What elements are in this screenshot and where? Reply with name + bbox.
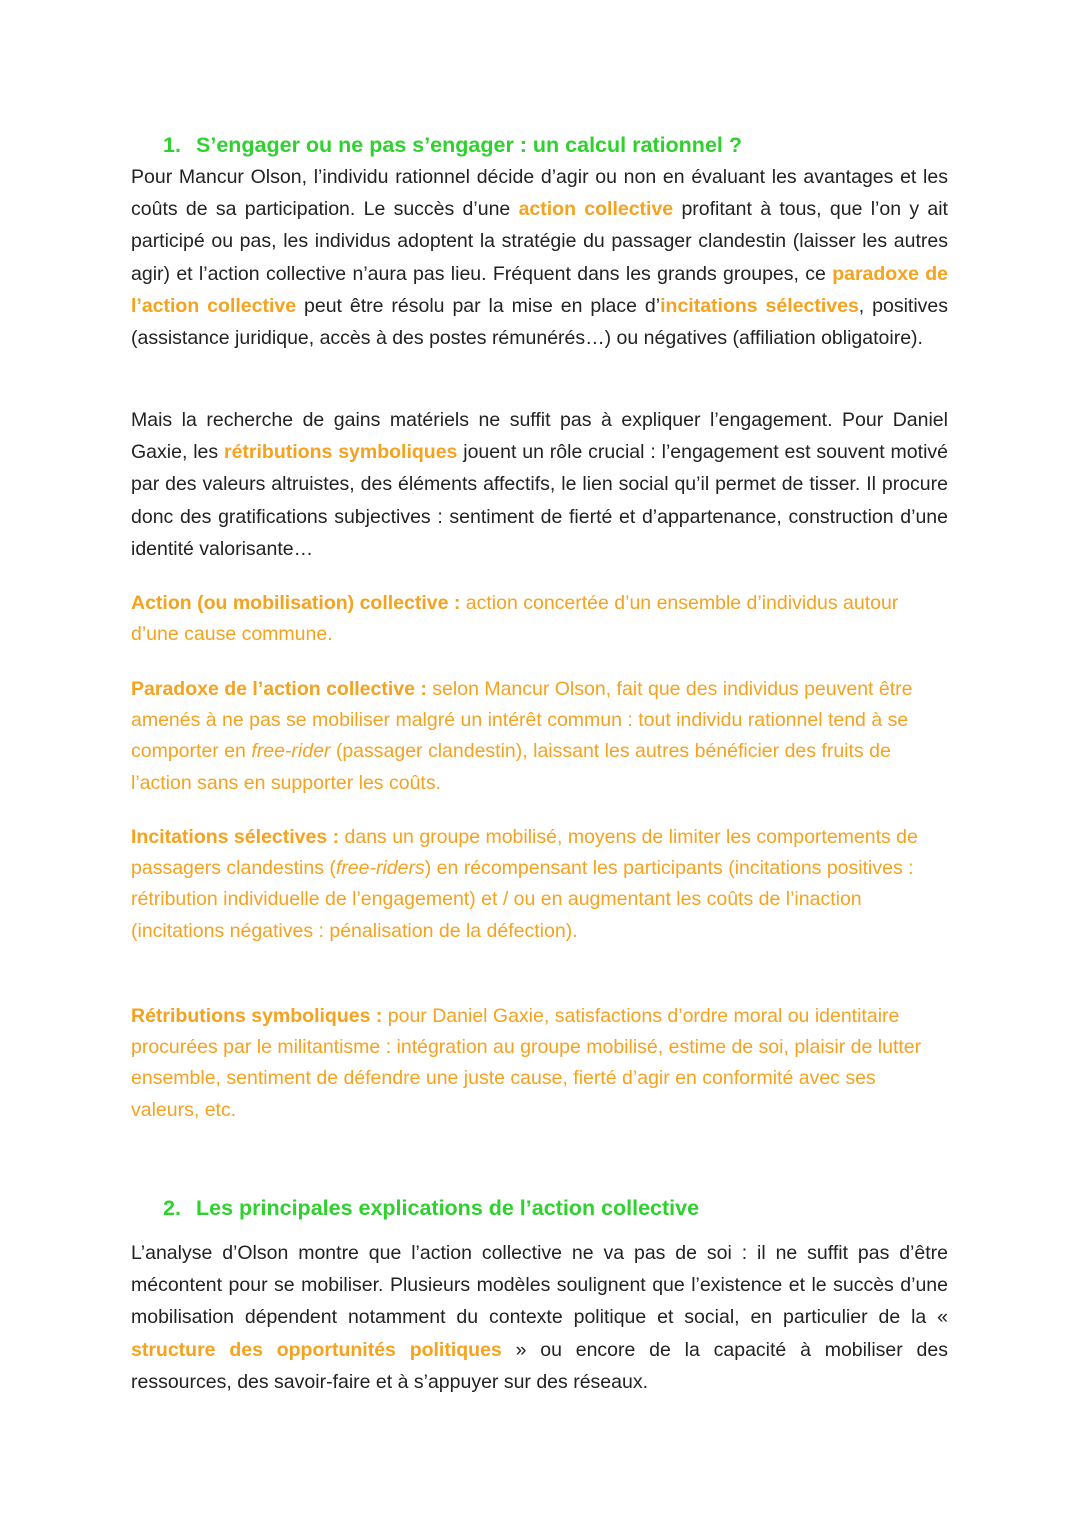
section-2 [131, 1193, 948, 1223]
definition-em: free-riders [335, 857, 425, 880]
text-run: L’analyse d’Olson montre que l’action collective ne va pas de soi : il ne suffit pas d’être mécontent pour se mobiliser. Plusieurs modèles soulignent que l’existence et le succès d’une mobilisation dépendent notamment du contexte politique et social, en particulier de la « [131, 1242, 948, 1329]
highlight-action-collective: action collective [518, 198, 674, 221]
text-run: jouent un rôle crucial : l’engagement est souvent motivé par des valeurs altruistes, des éléments affectifs, le lien social qu’il permet de tisser. Il procure donc des gratifications subjectives : sentiment de fierté et d’appartenance, construction d’une identité valorisante… [131, 441, 948, 560]
section-1-paragraph-2 [131, 404, 948, 565]
section-1-heading [131, 130, 948, 160]
section-2-paragraph-1 [131, 1237, 948, 1398]
text-run: profitant à tous, que l’on y ait participé ou pas, les individus adoptent la stratégie du passager clandestin (laisser les autres agir) et l’action collective n’aura pas lieu. Fréquent dans les grands groupes, ce [131, 198, 948, 285]
definition-text: dans un groupe mobilisé, moyens de limiter les comportements de passagers clandestins ( [131, 826, 918, 880]
section-2-number: 2. [163, 1196, 181, 1220]
section-1-title: S’engager ou ne pas s’engager : un calcul rationnel ? [196, 133, 742, 157]
text-run: » ou encore de la capacité à mobiliser des ressources, des savoir-faire et à s’appuyer sur des réseaux. [131, 1338, 948, 1393]
definition-paradoxe [131, 674, 946, 799]
highlight-retributions: rétributions symboliques [224, 441, 458, 464]
definition-term: Action (ou mobilisation) collective : [131, 592, 461, 614]
highlight-paradoxe: paradoxe de l’action collective [131, 262, 948, 317]
definition-term: Paradoxe de l’action collective : [131, 678, 427, 700]
definition-action-collective [131, 588, 931, 650]
text-run: , positives (assistance juridique, accès à des postes rémunérés…) ou négatives (affiliation obligatoire). [131, 294, 949, 350]
section-1-paragraph-1 [131, 161, 948, 354]
definition-retributions [131, 1001, 931, 1126]
section-2-title: Les principales explications de l’action collective [196, 1196, 700, 1220]
definition-text: (passager clandestin), laissant les autres bénéficier des fruits de l’action sans en supporter les coûts. [131, 740, 891, 794]
section-2-heading [131, 1193, 948, 1223]
highlight-structure-opportunites: structure des opportunités politiques [131, 1338, 502, 1361]
definition-incitations [131, 822, 946, 947]
definition-term: Incitations sélectives : [131, 826, 340, 848]
definition-term: Rétributions symboliques : [131, 1005, 383, 1027]
section-1 [131, 130, 948, 160]
definition-text: ) en récompensant les participants (incitations positives : rétribution individuelle de l’engagement) et / ou en augmentant les coûts de l’inaction (incitations négatives : pénalisation de la défection). [131, 857, 914, 942]
text-run: Mais la recherche de gains matériels ne suffit pas à expliquer l’engagement. Pour Daniel Gaxie, les [131, 409, 948, 464]
section-1-number: 1. [163, 133, 181, 157]
highlight-incitations: incitations sélectives [660, 294, 859, 317]
text-run: Pour Mancur Olson, l’individu rationnel décide d’agir ou non en évaluant les avantages et les coûts de sa participation. Le succès d’une [131, 166, 948, 221]
definition-text: pour Daniel Gaxie, satisfactions d’ordre moral ou identitaire procurées par le militantisme : intégration au groupe mobilisé, estime de soi, plaisir de lutter ensemble, sentiment de défendre une juste cause, fierté d’agir en conformité avec ses valeurs, etc. [131, 1005, 922, 1121]
definition-text: selon Mancur Olson, fait que des individus peuvent être amenés à ne pas se mobiliser malgré un intérêt commun : tout individu rationnel tend à se comporter en [131, 678, 913, 763]
definition-text: action concertée d’un ensemble d’individus autour d’une cause commune. [131, 592, 899, 646]
text-run: peut être résolu par la mise en place d’ [296, 294, 661, 317]
definition-em: free-rider [251, 740, 331, 763]
